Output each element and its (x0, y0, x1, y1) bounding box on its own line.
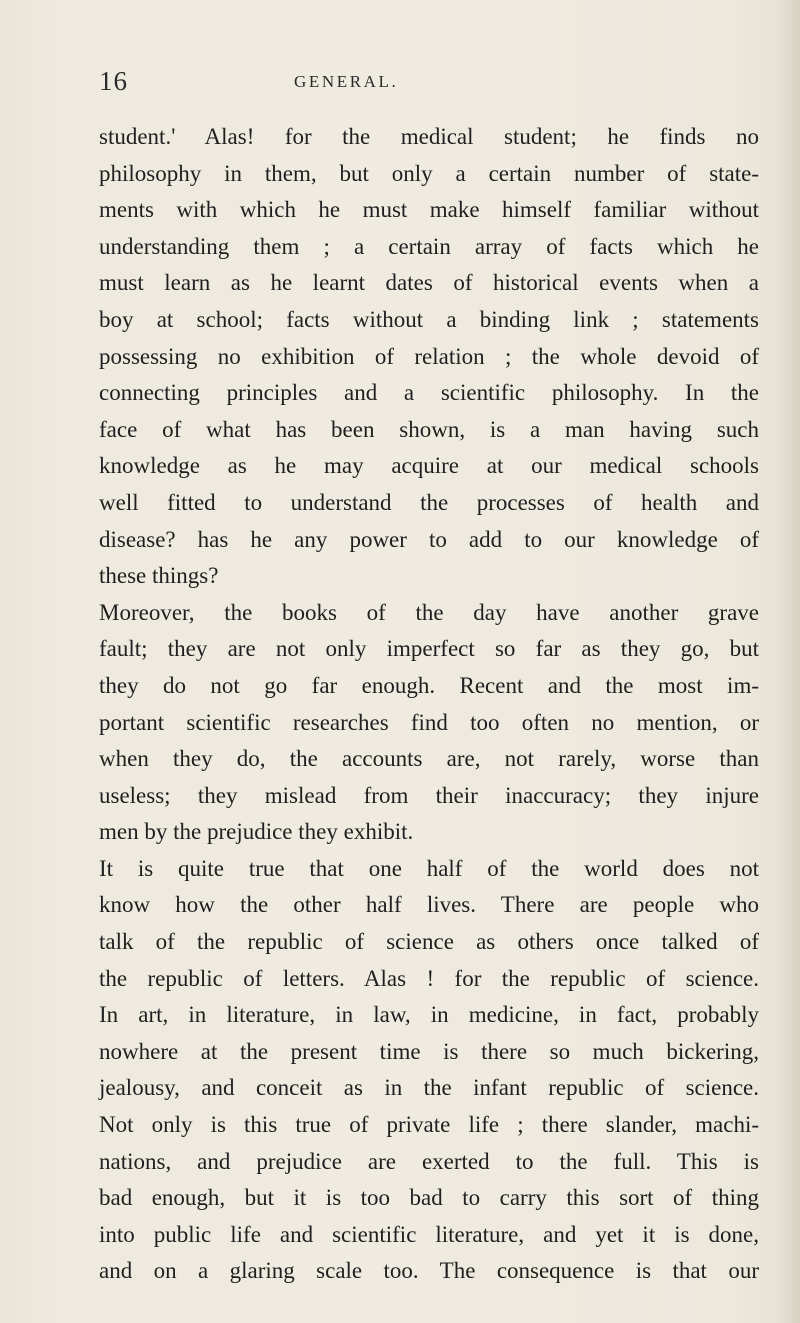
text-line: the republic of letters. Alas ! for the republic of science. (99, 965, 759, 991)
text-line: face of what has been shown, is a man having such (99, 416, 759, 442)
running-title: GENERAL. (294, 72, 399, 91)
text-line: useless; they mislead from their inaccuracy; they injure (99, 782, 759, 808)
text-line: they do not go far enough. Recent and the most im- (99, 672, 759, 698)
running-head (0, 66, 800, 106)
text-line: when they do, the accounts are, not rarely, worse than (99, 746, 759, 772)
text-line: In art, in literature, in law, in medicine, in fact, probably (99, 1002, 759, 1028)
text-line: must learn as he learnt dates of historical events when a (99, 270, 759, 296)
paragraph (99, 851, 759, 1290)
text-line: student.' Alas! for the medical student; he finds no (99, 124, 759, 149)
text-line: nowhere at the present time is there so much bickering, (99, 1038, 759, 1064)
text-line: well fitted to understand the processes of health and (99, 489, 759, 515)
text-line: possessing no exhibition of relation ; the whole devoid of (99, 343, 759, 369)
text-line: knowledge as he may acquire at our medical schools (99, 453, 759, 479)
text-line: know how the other half lives. There are people who (99, 892, 759, 918)
text-line: understanding them ; a certain array of facts which he (99, 233, 759, 259)
text-line: Not only is this true of private life ; there slander, machi- (99, 1112, 759, 1138)
paragraph (99, 119, 759, 595)
body-text (99, 119, 759, 1290)
text-line: bad enough, but it is too bad to carry this sort of thing (99, 1185, 759, 1211)
page-number: 16 (99, 66, 128, 96)
text-line: into public life and scientific literature, and yet it is done, (99, 1221, 759, 1247)
text-line: philosophy in them, but only a certain number of state- (99, 160, 759, 186)
text-line: fault; they are not only imperfect so far as they go, but (99, 636, 759, 662)
text-line: connecting principles and a scientific philosophy. In the (99, 380, 759, 406)
text-line: boy at school; facts without a binding link ; statements (99, 306, 759, 332)
text-line: men by the prejudice they exhibit. (99, 819, 414, 845)
text-line: ments with which he must make himself familiar without (99, 197, 759, 223)
text-line: portant scientific researches find too often no mention, or (99, 709, 759, 735)
text-line: nations, and prejudice are exerted to the full. This is (99, 1148, 759, 1174)
text-line: talk of the republic of science as others once talked of (99, 929, 759, 955)
text-line: Moreover, the books of the day have another grave (99, 599, 759, 625)
text-line: disease? has he any power to add to our knowledge of (99, 526, 759, 552)
text-line: and on a glaring scale too. The consequence is that our (99, 1258, 759, 1284)
text-line: jealousy, and conceit as in the infant republic of science. (99, 1075, 759, 1101)
text-line: It is quite true that one half of the world does not (99, 855, 759, 881)
page-edge-shadow (778, 0, 800, 1323)
paragraph (99, 595, 759, 851)
text-line: these things? (99, 563, 219, 589)
